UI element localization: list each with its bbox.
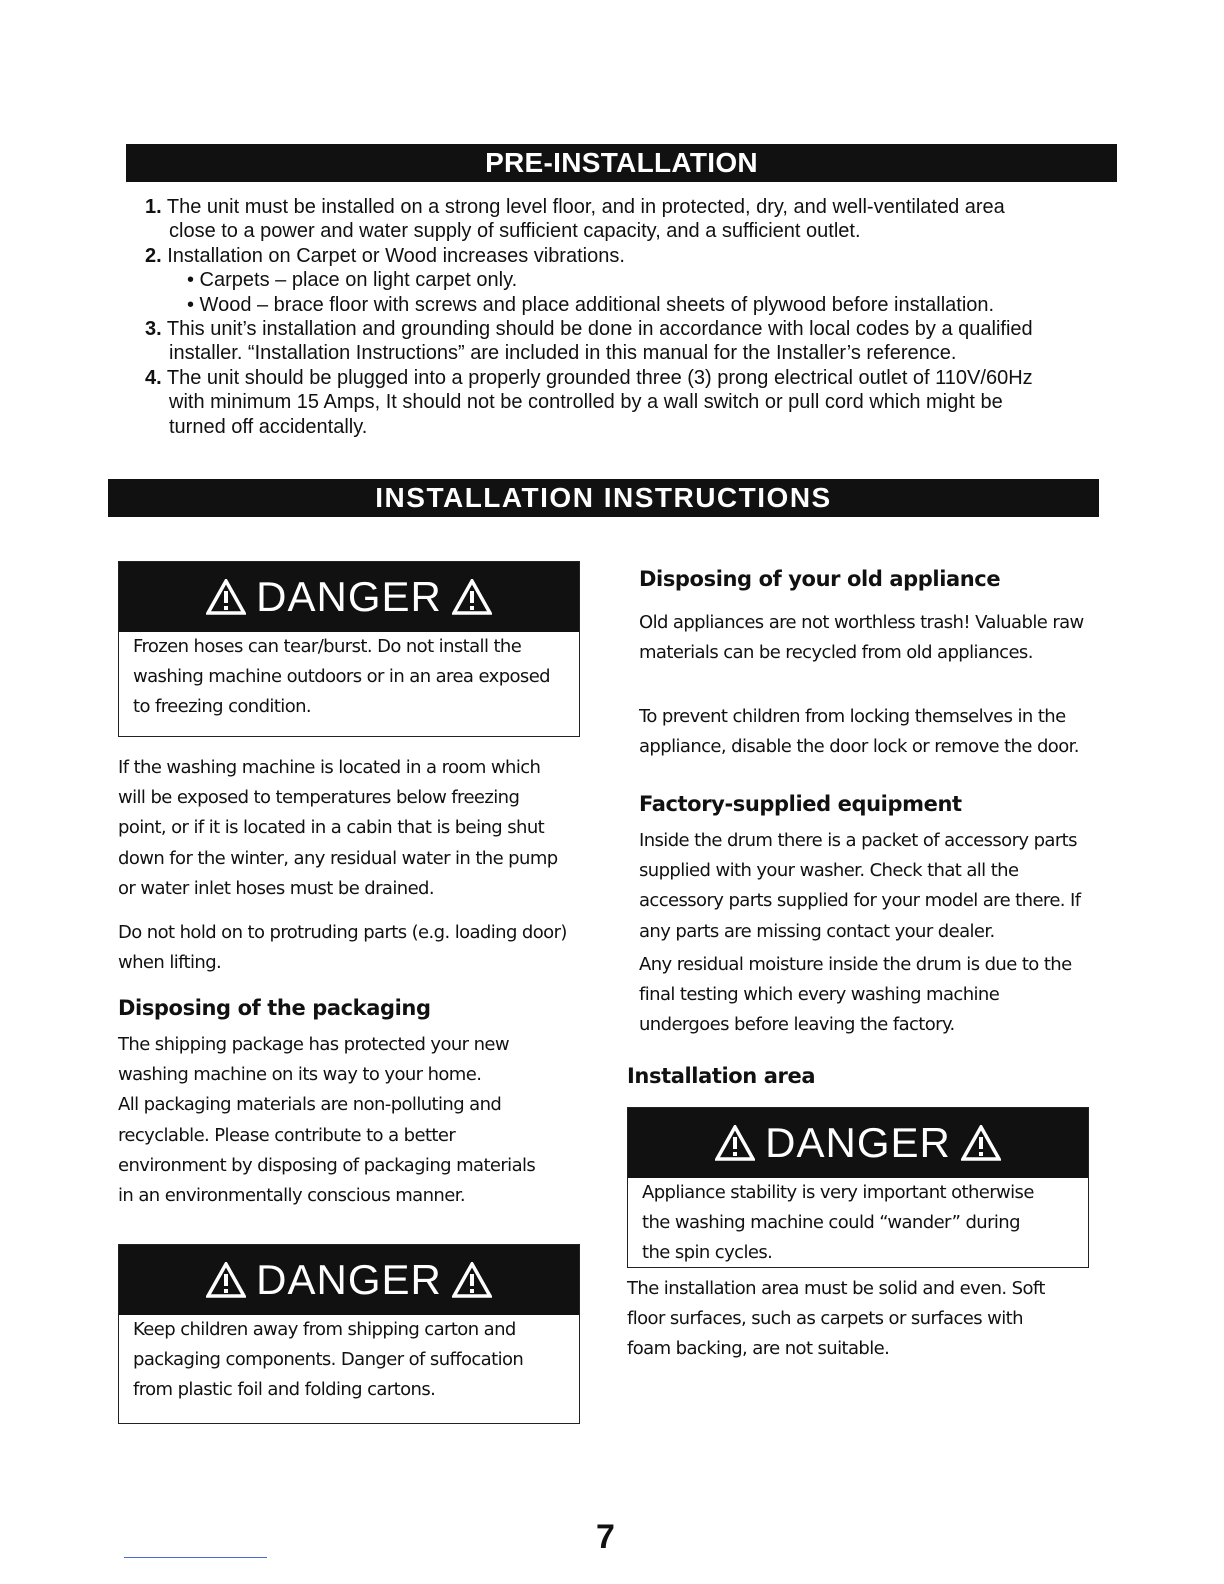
- page-number: 7: [596, 1518, 615, 1556]
- list-item: 2. Installation on Carpet or Wood increases vibrations.: [145, 244, 625, 267]
- factory-heading: Factory-supplied equipment: [639, 792, 962, 816]
- danger-label: DANGER: [256, 573, 442, 620]
- danger-box-frozen-hoses: [118, 561, 580, 737]
- list-item-continuation: with minimum 15 Amps, It should not be controlled by a wall switch or pull cord which might be: [169, 391, 1003, 414]
- warning-triangle-icon: [206, 579, 246, 615]
- warning-triangle-icon: [206, 1262, 246, 1298]
- list-item: 4. The unit should be plugged into a properly grounded three (3) prong electrical outlet of 110V/60Hz: [145, 366, 1033, 389]
- installation-area-paragraph: The installation area must be solid and even. Soft floor surfaces, such as carpets or surfaces with foam backing, are not suitable.: [627, 1278, 1045, 1360]
- old-appliance-paragraph: Old appliances are not worthless trash! Valuable raw materials can be recycled from old appliances.: [639, 612, 1084, 664]
- old-appliance-heading: Disposing of your old appliance: [639, 567, 1001, 591]
- danger-text: Frozen hoses can tear/burst. Do not install the washing machine outdoors or in an area exposed to freezing condition.: [133, 636, 551, 718]
- danger-text: Appliance stability is very important otherwise the washing machine could “wander” during the spin cycles.: [642, 1182, 1034, 1264]
- warning-triangle-icon: [715, 1125, 755, 1161]
- door-lock-paragraph: To prevent children from locking themselves in the appliance, disable the door lock or remove the door.: [639, 706, 1079, 758]
- danger-text: Keep children away from shipping carton and packaging components. Danger of suffocation from plastic foil and folding cartons.: [133, 1319, 524, 1401]
- danger-box-stability: [627, 1107, 1089, 1268]
- list-item-continuation: installer. “Installation Instructions” are included in this manual for the Installer’s reference.: [169, 342, 957, 365]
- danger-header: [119, 1245, 579, 1315]
- list-item-continuation: close to a power and water supply of sufficient capacity, and a sufficient outlet.: [169, 220, 861, 243]
- warning-triangle-icon: [452, 579, 492, 615]
- pre-installation-list: [145, 195, 1105, 439]
- warning-triangle-icon: [961, 1125, 1001, 1161]
- footer-rule: [124, 1557, 267, 1558]
- factory-paragraph: Inside the drum there is a packet of accessory parts supplied with your washer. Check that all the accessory parts supplied for your model are there. If any parts are missing contact your dealer.: [639, 830, 1081, 942]
- list-item: 3. This unit’s installation and grounding should be done in accordance with local codes by a qualified: [145, 318, 1033, 341]
- installation-area-heading: Installation area: [627, 1064, 816, 1088]
- danger-header: [628, 1108, 1088, 1178]
- bullet-wood: • Wood – brace floor with screws and place additional sheets of plywood before installation.: [187, 293, 995, 316]
- danger-header: [119, 562, 579, 632]
- bullet-carpets: • Carpets – place on light carpet only.: [187, 269, 518, 292]
- pre-installation-banner: PRE-INSTALLATION: [126, 144, 1117, 182]
- list-item: 1. The unit must be installed on a strong level floor, and in protected, dry, and well-ventilated area: [145, 196, 1005, 218]
- packaging-heading: Disposing of the packaging: [118, 996, 431, 1020]
- packaging-paragraph: The shipping package has protected your new washing machine on its way to your home. All packaging materials are non-polluting and recyclable. Please contribute to a better environment by disposing of packaging materials in an environmentally conscious manner.: [118, 1034, 536, 1207]
- danger-label: DANGER: [765, 1119, 951, 1166]
- danger-box-suffocation: [118, 1244, 580, 1424]
- freezing-paragraph: If the washing machine is located in a room which will be exposed to temperatures below freezing point, or if it is located in a cabin that is being shut down for the winter, any residual water in the pump or water inlet hoses must be drained.: [118, 757, 558, 899]
- danger-label: DANGER: [256, 1256, 442, 1303]
- moisture-paragraph: Any residual moisture inside the drum is due to the final testing which every washing machine undergoes before leaving the factory.: [639, 954, 1072, 1036]
- list-item-continuation: turned off accidentally.: [169, 415, 368, 438]
- lifting-paragraph: Do not hold on to protruding parts (e.g. loading door) when lifting.: [118, 922, 567, 974]
- installation-instructions-banner: INSTALLATION INSTRUCTIONS: [108, 479, 1099, 517]
- warning-triangle-icon: [452, 1262, 492, 1298]
